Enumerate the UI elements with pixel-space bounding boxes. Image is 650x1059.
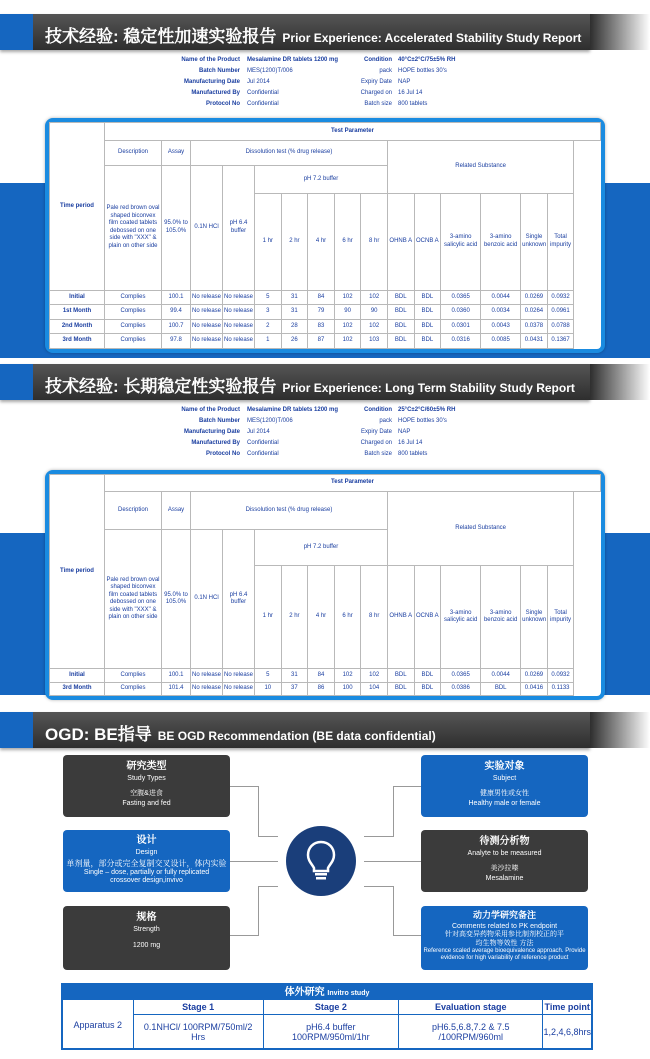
section-header-accelerated [0, 14, 650, 50]
connector-line [230, 935, 258, 936]
meta-value: Jul 2014 [247, 429, 270, 435]
connector-line [258, 886, 278, 887]
spec-assay: 95.0% to 105.0% [162, 530, 191, 669]
invitro-title-en: Invitro study [327, 990, 370, 997]
connector-line [393, 786, 421, 787]
strength-box [63, 906, 230, 970]
meta-label: Name of the Product [181, 57, 240, 63]
assay-cell: 100.1 [162, 669, 191, 682]
hcl-cell: No release [191, 319, 223, 334]
meta-value: NAP [398, 429, 411, 435]
dissolution-cell: 84 [308, 669, 335, 682]
section-title-en: Prior Experience: Long Term Stability Study Report [282, 381, 575, 395]
hcl-header: 0.1N HCl [191, 165, 223, 290]
meta-label: Batch Number [198, 418, 240, 424]
dissolution-cell: 90 [334, 305, 361, 320]
related-substance-cell: 0.0365 [441, 290, 481, 305]
box-title-cn: 动力学研究备注 [472, 910, 536, 920]
rs-header: 3-amino benzoic acid [481, 193, 521, 290]
related-substance-cell: 0.0932 [547, 290, 574, 305]
dissolution-cell: 5 [255, 669, 282, 682]
rs-header: 3-amino salicylic acid [441, 193, 481, 290]
related-substance-cell: 0.0269 [521, 290, 548, 305]
description-cell: Complies [105, 305, 162, 320]
section-title-cn: 技术经验: 稳定性加速实验报告 [45, 27, 277, 46]
table-body [50, 290, 601, 348]
dissolution-cell: 87 [308, 334, 335, 349]
ph64-header: pH 6.4 buffer [223, 530, 255, 669]
stage-header: Stage 1 [133, 1000, 263, 1014]
box-value: 单剂量，部分或完全复制交叉设计，体内实验 [66, 858, 227, 868]
rs-header: 3-amino benzoic acid [481, 566, 521, 669]
box-title-en: Design [135, 849, 158, 856]
assay-cell: 97.8 [162, 334, 191, 349]
description-header: Description [105, 491, 162, 530]
ph72-header: pH 7.2 buffer [255, 165, 388, 193]
dissolution-cell: 26 [281, 334, 308, 349]
box-title-cn: 待测分析物 [479, 836, 530, 847]
meta-label: Batch size [364, 101, 392, 107]
hcl-cell: No release [191, 305, 223, 320]
meta-label: Protocol No [206, 451, 240, 457]
section-title-en: BE OGD Recommendation (BE data confidential) [157, 729, 436, 743]
related-substance-cell: BDL [387, 669, 414, 682]
related-substance-cell: 0.0269 [521, 669, 548, 682]
box-value: Single – dose, partially or fully replicated crossover design,invivo [83, 868, 210, 885]
description-cell: Complies [105, 669, 162, 682]
meta-value: 25°C±2°C/60±5% RH [398, 407, 456, 413]
hr-header: 6 hr [334, 566, 361, 669]
test-parameter-header: Test Parameter [105, 123, 601, 141]
meta-label: Name of the Product [181, 407, 240, 413]
connector-line [364, 886, 394, 887]
meta-value: HOPE bottles 30's [398, 68, 447, 74]
dissolution-cell: 103 [361, 334, 388, 349]
meta-label: Manufactured By [191, 440, 240, 446]
meta-label: Charged on [360, 90, 392, 96]
box-value: Reference scaled average bioequivalence approach. Provide evidence for high variability of reference product [423, 948, 586, 962]
box-value: Fasting and fed [122, 799, 171, 807]
hcl-cell: No release [191, 669, 223, 682]
box-title-cn: 设计 [136, 835, 157, 846]
related-substance-cell: BDL [387, 334, 414, 349]
batch-info-long-term [0, 405, 650, 460]
dissolution-header: Dissolution test (% drug release) [191, 141, 388, 166]
related-substance-cell: 0.0788 [547, 319, 574, 334]
time-period-cell: 1st Month [50, 305, 105, 320]
section-title-cn: 技术经验: 长期稳定性实验报告 [45, 377, 277, 396]
dissolution-cell: 102 [361, 290, 388, 305]
related-substance-header: Related Substance [387, 491, 573, 566]
rs-header: Single unknown [521, 193, 548, 290]
rs-header: 3-amino salicylic acid [441, 566, 481, 669]
time-period-header: Time period [50, 475, 105, 669]
box-title-en: Analyte to be measured [467, 850, 542, 857]
meta-label: Manufacturing Date [183, 429, 240, 435]
box-title-cn: 实验对象 [484, 761, 525, 772]
dissolution-cell: 102 [334, 290, 361, 305]
related-substance-cell: BDL [414, 290, 441, 305]
table-row [50, 290, 601, 305]
meta-label: Protocol No [206, 101, 240, 107]
box-title-en: Subject [492, 775, 517, 782]
dissolution-cell: 102 [361, 319, 388, 334]
pk-comments-box [421, 906, 588, 970]
meta-value: 16 Jul 14 [398, 440, 423, 446]
dissolution-cell: 31 [281, 290, 308, 305]
connector-line [230, 786, 258, 787]
dissolution-cell: 5 [255, 290, 282, 305]
related-substance-cell: BDL [387, 290, 414, 305]
hcl-cell: No release [191, 682, 223, 696]
accelerated-stability-table-card [45, 118, 605, 353]
dissolution-cell: 102 [334, 669, 361, 682]
design-box [63, 830, 230, 892]
ph64-header: pH 6.4 buffer [223, 165, 255, 290]
time-period-header: Time period [50, 123, 105, 291]
hr-header: 4 hr [308, 193, 335, 290]
dissolution-cell: 10 [255, 682, 282, 696]
related-substance-cell: 0.0034 [481, 305, 521, 320]
meta-label: Batch Number [198, 68, 240, 74]
description-header: Description [105, 141, 162, 166]
dissolution-cell: 79 [308, 305, 335, 320]
spec-description: Pale red brown oval shaped biconvex film coated tablets debossed on one side with "XXX" & plain on other side [105, 165, 162, 290]
meta-label: Condition [364, 407, 392, 413]
related-substance-cell: BDL [481, 682, 521, 696]
time-period-cell: 3rd Month [50, 334, 105, 349]
related-substance-cell: 0.0365 [441, 669, 481, 682]
box-title-en: Comments related to PK endpoint [451, 922, 558, 930]
time-period-cell: Initial [50, 290, 105, 305]
table-row [50, 334, 601, 349]
connector-line [393, 935, 421, 936]
related-substance-cell: BDL [414, 334, 441, 349]
dissolution-cell: 102 [334, 319, 361, 334]
description-cell: Complies [105, 334, 162, 349]
related-substance-cell: 0.0264 [521, 305, 548, 320]
dissolution-cell: 104 [361, 682, 388, 696]
rs-header: OCNB A [414, 566, 441, 669]
meta-label: Expiry Date [360, 429, 392, 435]
invitro-study-table [61, 983, 593, 1050]
connector-line [258, 836, 278, 837]
spec-description: Pale red brown oval shaped biconvex film coated tablets debossed on one side with "XXX" & plain on other side [105, 530, 162, 669]
related-substance-cell: BDL [387, 682, 414, 696]
meta-label: Manufactured By [191, 90, 240, 96]
hr-header: 1 hr [255, 566, 282, 669]
description-cell: Complies [105, 682, 162, 696]
related-substance-cell: BDL [414, 682, 441, 696]
dissolution-cell: 31 [281, 669, 308, 682]
dissolution-cell: 2 [255, 319, 282, 334]
connector-line [258, 786, 259, 836]
meta-value: MES(1200)T/006 [247, 68, 293, 74]
assay-header: Assay [162, 141, 191, 166]
box-value: 1200 mg [132, 941, 161, 949]
related-substance-cell: 0.0360 [441, 305, 481, 320]
meta-value: 800 tablets [398, 101, 428, 107]
ph64-cell: No release [223, 334, 255, 349]
table-row [50, 669, 601, 682]
stage-value: pH6.4 buffer 100RPM/950ml/1hr [263, 1014, 398, 1050]
ph64-cell: No release [223, 305, 255, 320]
hcl-header: 0.1N HCl [191, 530, 223, 669]
related-substance-cell: 0.0301 [441, 319, 481, 334]
meta-value: 800 tablets [398, 451, 428, 457]
invitro-title-cn: 体外研究 [284, 987, 325, 998]
assay-cell: 101.4 [162, 682, 191, 696]
related-substance-cell: 0.0044 [481, 669, 521, 682]
stage-value: 0.1NHCl/ 100RPM/750ml/2 Hrs [133, 1014, 263, 1050]
meta-label: pack [379, 418, 392, 424]
dissolution-cell: 100 [334, 682, 361, 696]
related-substance-cell: 0.0043 [481, 319, 521, 334]
meta-value: 16 Jul 14 [398, 90, 423, 96]
time-period-cell: 2nd Month [50, 319, 105, 334]
related-substance-cell: 0.0416 [521, 682, 548, 696]
dissolution-cell: 84 [308, 290, 335, 305]
stage-header: Evaluation stage [398, 1000, 542, 1014]
table-row [50, 305, 601, 320]
assay-header: Assay [162, 491, 191, 530]
table-body [50, 669, 601, 696]
meta-label: Batch size [364, 451, 392, 457]
ph64-cell: No release [223, 290, 255, 305]
ph64-cell: No release [223, 669, 255, 682]
batch-info-accelerated [0, 55, 650, 110]
box-title-cn: 研究类型 [126, 761, 167, 772]
dissolution-cell: 86 [308, 682, 335, 696]
dissolution-cell: 102 [361, 669, 388, 682]
related-substance-cell: 0.0378 [521, 319, 548, 334]
meta-value: Confidential [247, 440, 279, 446]
analyte-box [421, 830, 588, 892]
assay-cell: 100.7 [162, 319, 191, 334]
dissolution-cell: 102 [334, 334, 361, 349]
related-substance-cell: 0.0431 [521, 334, 548, 349]
section-header-long-term [0, 364, 650, 400]
description-cell: Complies [105, 319, 162, 334]
long-term-stability-table [49, 474, 601, 696]
box-value: Mesalamine [485, 874, 524, 882]
meta-value: Mesalamine DR tablets 1200 mg [247, 407, 339, 413]
hr-header: 2 hr [281, 193, 308, 290]
related-substance-cell: BDL [387, 305, 414, 320]
dissolution-cell: 90 [361, 305, 388, 320]
connector-line [393, 786, 394, 836]
assay-cell: 100.1 [162, 290, 191, 305]
connector-line [230, 861, 278, 862]
hr-header: 4 hr [308, 566, 335, 669]
meta-value: Jul 2014 [247, 79, 270, 85]
meta-label: Expiry Date [360, 79, 392, 85]
dissolution-cell: 3 [255, 305, 282, 320]
box-value: 健康男性或女性 [480, 789, 529, 797]
hr-header: 6 hr [334, 193, 361, 290]
connector-line [393, 886, 394, 936]
box-title-en: Study Types [127, 775, 166, 782]
meta-value: Mesalamine DR tablets 1200 mg [247, 57, 339, 63]
spec-assay: 95.0% to 105.0% [162, 165, 191, 290]
dissolution-cell: 1 [255, 334, 282, 349]
invitro-header [63, 985, 591, 1000]
meta-label: Manufacturing Date [183, 79, 240, 85]
dissolution-cell: 83 [308, 319, 335, 334]
related-substance-cell: BDL [414, 305, 441, 320]
ph64-cell: No release [223, 682, 255, 696]
box-value: 美沙拉嗪 [490, 864, 519, 872]
hr-header: 1 hr [255, 193, 282, 290]
section-title-en: Prior Experience: Accelerated Stability Study Report [282, 31, 582, 45]
meta-value: MES(1200)T/006 [247, 418, 293, 424]
related-substance-cell: 0.1133 [547, 682, 574, 696]
meta-label: Condition [364, 57, 392, 63]
meta-label: pack [379, 68, 392, 74]
hcl-cell: No release [191, 334, 223, 349]
hr-header: 8 hr [361, 566, 388, 669]
related-substance-cell: 0.0932 [547, 669, 574, 682]
ph64-cell: No release [223, 319, 255, 334]
table-row [50, 319, 601, 334]
ph72-header: pH 7.2 buffer [255, 530, 388, 566]
assay-cell: 99.4 [162, 305, 191, 320]
meta-value: Confidential [247, 101, 279, 107]
rs-header: Single unknown [521, 566, 548, 669]
time-period-cell: 3rd Month [50, 682, 105, 696]
apparatus-label: Apparatus 2 [63, 1000, 133, 1050]
meta-value: Confidential [247, 90, 279, 96]
dissolution-header: Dissolution test (% drug release) [191, 491, 388, 530]
rs-header: OHNB A [387, 566, 414, 669]
dissolution-cell: 28 [281, 319, 308, 334]
related-substance-cell: 0.0961 [547, 305, 574, 320]
time-period-cell: Initial [50, 669, 105, 682]
related-substance-cell: BDL [414, 319, 441, 334]
hr-header: 2 hr [281, 566, 308, 669]
description-cell: Complies [105, 290, 162, 305]
accelerated-stability-table [49, 122, 601, 349]
related-substance-cell: 0.0085 [481, 334, 521, 349]
connector-line [364, 836, 394, 837]
hcl-cell: No release [191, 290, 223, 305]
related-substance-cell: 0.0044 [481, 290, 521, 305]
rs-header: Total impurity [547, 193, 574, 290]
lightbulb-icon [286, 826, 356, 896]
dissolution-cell: 31 [281, 305, 308, 320]
dissolution-cell: 37 [281, 682, 308, 696]
stage-header: Stage 2 [263, 1000, 398, 1014]
stage-header: Time point [543, 1000, 591, 1014]
meta-label: Charged on [360, 440, 392, 446]
hr-header: 8 hr [361, 193, 388, 290]
connector-line [258, 886, 259, 936]
rs-header: Total impurity [547, 566, 574, 669]
rs-header: OHNB A [387, 193, 414, 290]
meta-value: Confidential [247, 451, 279, 457]
meta-value: HOPE bottles 30's [398, 418, 447, 424]
long-term-stability-table-card [45, 470, 605, 700]
stage-value: 1,2,4,6,8hrs [543, 1027, 591, 1038]
box-value: 空腹&进食 [130, 789, 163, 797]
stage-value: pH6.5,6.8,7.2 & 7.5 /100RPM/960ml [398, 1014, 542, 1050]
box-value: Healthy male or female [468, 799, 541, 807]
box-title-en: Strength [133, 926, 160, 933]
related-substance-cell: 0.0386 [441, 682, 481, 696]
related-substance-header: Related Substance [387, 141, 573, 194]
rs-header: OCNB A [414, 193, 441, 290]
study-types-box [63, 755, 230, 817]
section-title-cn: OGD: BE指导 [45, 725, 152, 744]
meta-value: 40°C±2°C/75±5% RH [398, 57, 456, 63]
subject-box [421, 755, 588, 817]
related-substance-cell: BDL [414, 669, 441, 682]
section-header-ogd [0, 712, 650, 748]
box-title-cn: 规格 [136, 912, 157, 923]
related-substance-cell: 0.1367 [547, 334, 574, 349]
box-value: 针对高变异药物采用参比制剂校正的平均生物等效性 方法 [445, 931, 564, 947]
meta-value: NAP [398, 79, 411, 85]
table-row [50, 682, 601, 696]
connector-line [364, 861, 421, 862]
related-substance-cell: BDL [387, 319, 414, 334]
related-substance-cell: 0.0316 [441, 334, 481, 349]
test-parameter-header: Test Parameter [105, 475, 601, 492]
